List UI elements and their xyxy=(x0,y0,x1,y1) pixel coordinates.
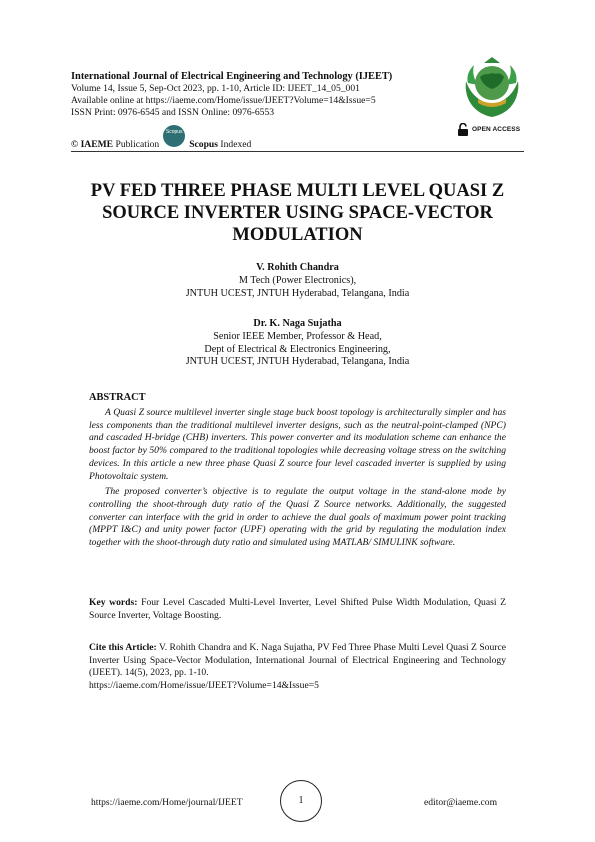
author-1-affiliation-2: JNTUH UCEST, JNTUH Hyderabad, Telangana, India xyxy=(185,287,410,299)
scopus-badge-icon: Scopus xyxy=(163,125,185,147)
open-access-badge xyxy=(457,123,520,136)
citation xyxy=(89,642,506,693)
keywords-label: Key words: xyxy=(89,597,138,608)
journal-title: International Journal of Electrical Engineering and Technology (IJEET) xyxy=(71,71,393,82)
author-2-affiliation-2: Dept of Electrical & Electronics Engineering, xyxy=(204,343,391,355)
header-divider xyxy=(71,151,524,152)
open-access-label: OPEN ACCESS xyxy=(472,126,521,133)
iaeme-logo-icon xyxy=(458,53,526,121)
author-2-affiliation-3: JNTUH UCEST, JNTUH Hyderabad, Telangana, India xyxy=(185,356,410,368)
abstract-heading: ABSTRACT xyxy=(89,392,146,403)
author-2-name: Dr. K. Naga Sujatha xyxy=(253,318,342,329)
issn-line: ISSN Print: 0976-6545 and ISSN Online: 0976-6553 xyxy=(71,107,275,118)
publisher-row xyxy=(71,129,252,151)
volume-line: Volume 14, Issue 5, Sep-Oct 2023, pp. 1-10, Article ID: IJEET_14_05_001 xyxy=(71,83,360,94)
journal-header xyxy=(71,71,451,119)
keywords-text: Four Level Cascaded Multi-Level Inverter, Level Shifted Pulse Width Modulation, Quasi Z Source Inverter, Voltage Boosting. xyxy=(89,597,507,621)
cite-label: Cite this Article: xyxy=(89,642,157,653)
publisher-name: © IAEME xyxy=(71,138,114,150)
abstract-body xyxy=(89,407,506,550)
page-number: 1 xyxy=(280,780,322,822)
scopus-label: Scopus xyxy=(189,138,218,150)
footer-email[interactable]: editor@iaeme.com xyxy=(424,797,498,808)
keywords xyxy=(89,597,506,622)
author-block-1 xyxy=(60,262,535,300)
cite-text: V. Rohith Chandra and K. Naga Sujatha, PV Fed Three Phase Multi Level Quasi Z Source Inverter Using Space-Vector Modulation, International Journal of Electrical Engineering and Technology (IJEET). 14(5), 2023, pp. 1-10. xyxy=(89,642,506,679)
abstract-paragraph-2: The proposed converter’s objective is to regulate the output voltage in the stand-alone mode by controlling the shoot-through duty ratio of the Quasi Z Source networks. Additionally, the suggested converter can interface with the grid in order to achieve the dual goals of maximum power point tracking (MPPT I&C) and unity power factor (UPF) operating with the grid by regulating the modulation index together with the shoot-through duty ratio and simulated using MATLAB/ SIMULINK software. xyxy=(89,486,506,549)
abstract-paragraph-1: A Quasi Z source multilevel inverter single stage buck boost topology is architecturally simpler and has less components than the traditional multilevel inverter designs, such as the neutral-point-clamped (NPC) and cascaded H-bridge (CHB) inverters. This power converter and its modulation scheme can enhance the boost factor by 50% compared to the traditional topologies while decreasing voltage stress on the switching devices. In this article a new three phase Quasi Z source four level cascaded inverter is supplied by using Photovoltaic system. xyxy=(89,407,506,482)
open-access-lock-icon xyxy=(457,123,469,136)
available-online-line: Available online at https://iaeme.com/Home/issue/IJEET?Volume=14&Issue=5 xyxy=(71,95,376,106)
footer-journal-url[interactable]: https://iaeme.com/Home/journal/IJEET xyxy=(91,797,243,808)
author-2-affiliation-1: Senior IEEE Member, Professor & Head, xyxy=(213,330,382,342)
publisher-suffix: Publication xyxy=(115,138,160,150)
author-block-2 xyxy=(60,318,535,369)
cite-url[interactable]: https://iaeme.com/Home/issue/IJEET?Volume=14&Issue=5 xyxy=(89,680,319,692)
indexed-label: Indexed xyxy=(220,138,252,150)
paper-title: PV FED THREE PHASE MULTI LEVEL QUASI Z SOURCE INVERTER USING SPACE-VECTOR MODULATION xyxy=(90,181,505,245)
author-1-name: V. Rohith Chandra xyxy=(256,262,339,273)
author-1-affiliation-1: M Tech (Power Electronics), xyxy=(238,274,357,286)
